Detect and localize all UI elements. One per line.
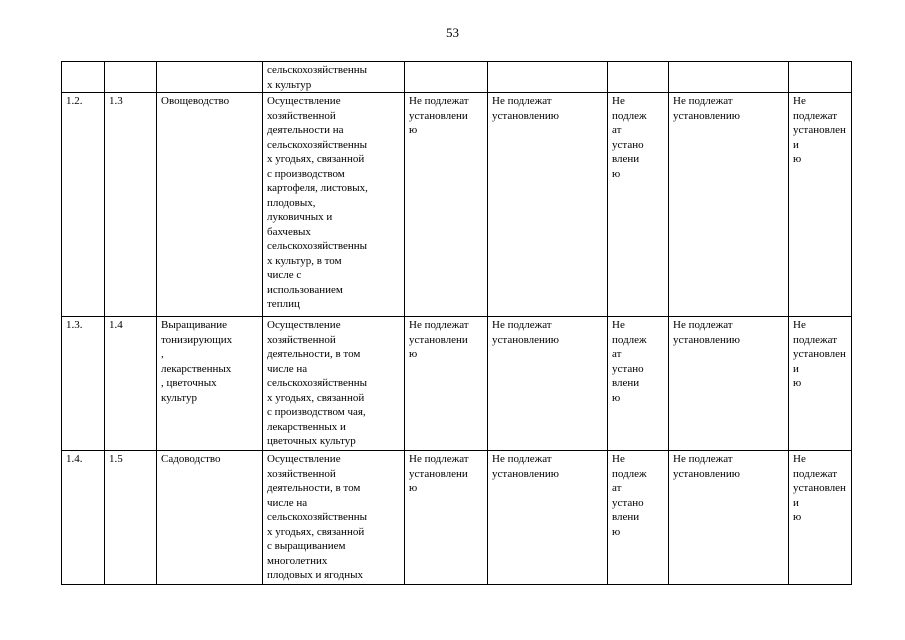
name-cell: Выращивание тонизирующих , лекарственных , цветочных культур [157,317,263,451]
description-cell: Осуществление хозяйственной деятельности на сельскохозяйственны х угодьях, связанной с производством картофеля, листовых, плодовых, луковичных и бахчевых сельскохозяйственны х культур, в том числе с использованием теплиц [263,93,405,317]
value-cell [488,62,608,93]
value-cell: Не подлежат установлени ю [789,451,852,585]
table-row [62,93,852,317]
zoning-table [61,61,852,585]
description-cell: сельскохозяйственны х культур [263,62,405,93]
page-number: 53 [446,25,459,40]
code-cell: 1.3 [105,93,157,317]
code-cell: 1.4 [105,317,157,451]
value-cell: Не подлежат установлению [488,93,608,317]
table-row [62,451,852,585]
code-cell: 1.5 [105,451,157,585]
value-cell: Не подлежат установлению [488,451,608,585]
row-number-cell: 1.4. [62,451,105,585]
value-cell: Не подлеж ат устано влени ю [608,93,669,317]
description-cell: Осуществление хозяйственной деятельности, в том числе на сельскохозяйственны х угодьях, связанной с выращиванием многолетних плодовых и ягодных [263,451,405,585]
value-cell: Не подлежат установлени ю [789,317,852,451]
name-cell: Овощеводство [157,93,263,317]
value-cell [405,62,488,93]
value-cell: Не подлежат установлени ю [405,317,488,451]
value-cell [669,62,789,93]
name-cell: Садоводство [157,451,263,585]
value-cell: Не подлежат установлению [669,451,789,585]
value-cell: Не подлежат установлени ю [405,451,488,585]
table-row [62,62,852,93]
value-cell: Не подлежат установлени ю [405,93,488,317]
name-cell [157,62,263,93]
value-cell: Не подлежат установлению [669,93,789,317]
table-row [62,317,852,451]
value-cell: Не подлежат установлению [669,317,789,451]
code-cell [105,62,157,93]
value-cell: Не подлежат установлени ю [789,93,852,317]
value-cell: Не подлеж ат устано влени ю [608,317,669,451]
row-number-cell [62,62,105,93]
value-cell [789,62,852,93]
row-number-cell: 1.3. [62,317,105,451]
row-number-cell: 1.2. [62,93,105,317]
value-cell: Не подлеж ат устано влени ю [608,451,669,585]
value-cell [608,62,669,93]
value-cell: Не подлежат установлению [488,317,608,451]
description-cell: Осуществление хозяйственной деятельности, в том числе на сельскохозяйственны х угодьях, связанной с производством чая, лекарственных и цветочных культур [263,317,405,451]
